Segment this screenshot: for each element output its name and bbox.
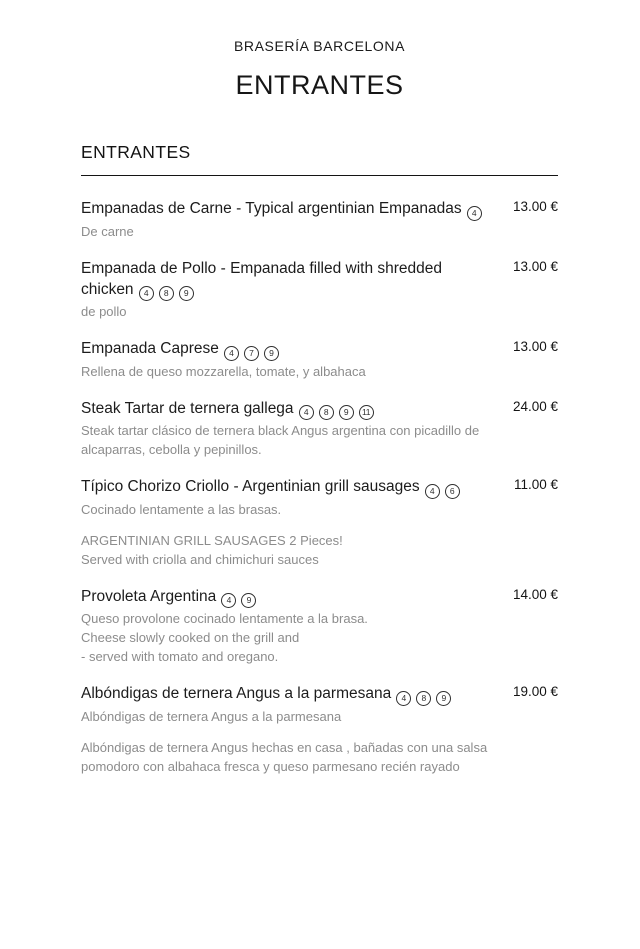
item-price: 13.00 € — [512, 199, 558, 214]
item-description-line: De carne — [81, 223, 134, 239]
section-divider — [81, 175, 558, 176]
page-title: ENTRANTES — [235, 70, 404, 100]
item-description-line: Queso provolone cocinado lentamente a la brasa. — [81, 611, 368, 626]
allergen-badge: 4 — [221, 593, 236, 608]
item-name: Steak Tartar de ternera — [81, 399, 244, 417]
item-price: 13.00 € — [512, 258, 558, 274]
menu-items-list — [81, 198, 558, 776]
allergen-badge: 8 — [416, 691, 431, 706]
item-price: 19.00 € — [512, 684, 558, 699]
menu-item-main — [81, 198, 546, 241]
menu-item-main — [81, 338, 546, 381]
item-name-tail: Argentina 4 9 — [150, 588, 256, 605]
item-description — [81, 362, 546, 381]
allergen-badge: 4 — [467, 206, 482, 221]
item-description — [81, 302, 546, 321]
allergen-badge: 4 — [425, 484, 440, 499]
allergen-badge: 4 — [224, 346, 239, 361]
item-name: Albóndigas de ternera Angus a la — [81, 685, 314, 702]
menu-item — [81, 398, 558, 460]
item-name-row — [81, 398, 546, 421]
allergen-badge: 4 — [396, 691, 411, 706]
menu-page — [0, 38, 640, 949]
menu-item — [81, 198, 558, 241]
item-name: Típico Chorizo Criollo - Argentinian grill — [81, 478, 354, 495]
item-description — [81, 609, 546, 666]
menu-item — [81, 586, 558, 667]
item-note — [81, 531, 546, 569]
item-name-tail: parmesana 4 8 9 — [314, 685, 452, 702]
item-name-tail: sausages 4 6 — [353, 478, 459, 495]
item-note-line: Albóndigas de ternera Angus hechas en casa , bañadas con una salsa pomodoro con albahaca fresca y queso parmesano recién rayado — [81, 739, 488, 774]
item-description — [81, 421, 546, 459]
item-name-row — [81, 586, 546, 609]
allergen-badge: 8 — [319, 405, 334, 420]
allergen-badge: 6 — [445, 484, 460, 499]
item-price: 24.00 € — [512, 398, 558, 414]
item-description — [81, 222, 546, 241]
item-name-tail: gallega 4 8 9 11 — [244, 400, 374, 417]
item-note-line: Served with criolla and chimichuri sauces — [81, 551, 319, 567]
menu-item-main — [81, 683, 546, 776]
menu-item-main — [81, 476, 546, 569]
item-note — [81, 738, 546, 776]
item-name-row — [81, 338, 546, 361]
allergen-badge: 8 — [159, 286, 174, 301]
allergen-badge: 9 — [241, 593, 256, 608]
item-name-row — [81, 198, 546, 221]
item-description-line: - served with tomato and oregano. — [81, 649, 279, 664]
item-description-line: Cocinado lentamente a las brasas. — [81, 501, 282, 517]
item-description-line: de pollo — [81, 304, 127, 319]
item-name: Empanadas de Carne - Typical argentinian — [81, 200, 379, 217]
allergen-badge: 4 — [299, 405, 314, 420]
menu-header — [81, 38, 558, 101]
item-price: 11.00 € — [513, 477, 558, 492]
item-name-row — [81, 683, 546, 706]
item-name: Empanada — [81, 340, 161, 357]
item-description-line: Rellena de queso mozzarella, tomate, y albahaca — [81, 363, 366, 379]
allergen-badge: 9 — [264, 346, 279, 361]
item-price: 14.00 € — [512, 586, 558, 602]
item-name: Empanada de Pollo - Empanada filled with shredded — [81, 259, 443, 277]
menu-section-entrantes — [81, 142, 558, 776]
item-name: Provoleta — [81, 587, 150, 605]
allergen-badge: 11 — [359, 405, 374, 420]
menu-item-main — [81, 398, 546, 460]
item-name-row — [81, 258, 546, 302]
menu-item — [81, 258, 558, 322]
menu-content — [0, 38, 640, 776]
item-description-line: Cheese slowly cooked on the grill and — [81, 630, 300, 645]
item-name-tail: Caprese 4 7 9 — [160, 340, 279, 357]
item-description — [81, 500, 546, 519]
allergen-badge: 9 — [339, 405, 354, 420]
menu-item-main — [81, 586, 546, 667]
item-description-line: Steak tartar clásico de ternera black Angus argentina con picadillo de alcaparras, cebolla y pepinillos. — [81, 423, 480, 457]
item-name-tail: Empanadas 4 — [379, 200, 482, 217]
allergen-badge: 9 — [179, 286, 194, 301]
allergen-badge: 4 — [139, 286, 154, 301]
item-name-row — [81, 476, 546, 499]
restaurant-name: BRASERÍA BARCELONA — [233, 38, 406, 54]
item-description — [81, 707, 546, 726]
item-description-line: Albóndigas de ternera Angus a la parmesana — [81, 708, 342, 724]
allergen-badge: 9 — [436, 691, 451, 706]
menu-item — [81, 338, 558, 381]
allergen-badge: 7 — [244, 346, 259, 361]
menu-item — [81, 683, 558, 776]
item-name-tail: chicken 4 8 9 — [81, 281, 194, 298]
menu-item-main — [81, 258, 546, 322]
menu-item — [81, 476, 558, 569]
item-note-line: ARGENTINIAN GRILL SAUSAGES 2 Pieces! — [81, 532, 343, 548]
item-price: 13.00 € — [512, 339, 558, 354]
section-title: ENTRANTES — [81, 142, 191, 162]
